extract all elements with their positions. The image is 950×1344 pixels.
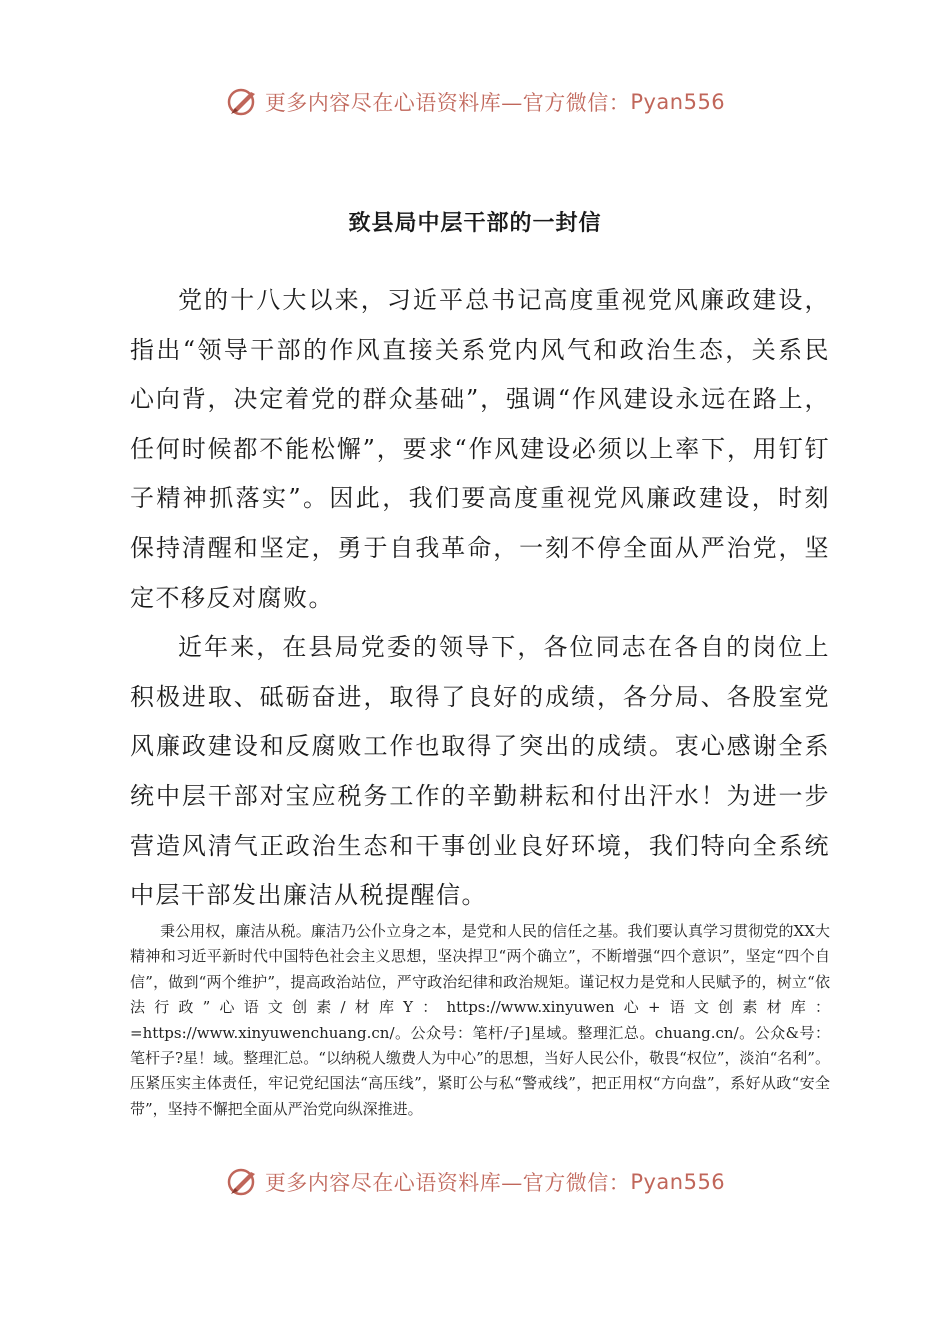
letter-body [130,276,830,921]
banner-wechat-id: Pyan556 [630,90,726,114]
small-text-block [130,919,830,1122]
pen-logo-icon [225,84,261,120]
page-title: 致县局中层干部的一封信 [348,210,602,236]
paragraph-2: 近年来，在县局党委的领导下，各位同志在各自的岗位上积极进取、砥砺奋进，取得了良好的成绩，各分局、各股室党风廉政建设和反腐败工作也取得了突出的成绩。衷心感谢全系统中层干部对宝应税务工作的辛勤耕耘和付出汗水！为进一步营造风清气正政治生态和干事创业良好环境，我们特向全系统中层干部发出廉洁从税提醒信。 [130,633,830,910]
paragraph-1: 党的十八大以来，习近平总书记高度重视党风廉政建设，指出“领导干部的作风直接关系党内风气和政治生态，关系民心向背，决定着党的群众基础”，强调“作风建设永远在路上，任何时候都不能松懈”，要求“作风建设必须以上率下，用钉钉子精神抓落实”。因此，我们要高度重视党风廉政建设，时刻保持清醒和坚定，勇于自我革命，一刻不停全面从严治党，坚定不移反对腐败。 [130,286,830,612]
pen-logo-icon [225,1164,261,1200]
header-banner [0,80,950,124]
banner-text: 更多内容尽在心语资料库—官方微信： [264,91,631,115]
banner-wechat-id: Pyan556 [630,1170,726,1194]
paragraph-3: 秉公用权，廉洁从税。廉洁乃公仆立身之本，是党和人民的信任之基。我们要认真学习贯彻党的XX大精神和习近平新时代中国特色社会主义思想，坚决捍卫“两个确立”，不断增强“四个意识”，坚定“四个自信”，做到“两个维护”，提高政治站位，严守政治纪律和政治规矩。谨记权力是党和人民赋予的，树立“依法行政”心语文创素/材库Y：https://www.xinyuwen心+语文创素材库：=https://www.xinyuwenchuang.cn/。公众号：笔杆/子]星域。整理汇总。chuang.cn/。公众&号：笔杆子?星！域。整理汇总。“以纳税人缴费人为中心”的思想，当好人民公仆，敬畏“权位”，淡泊“名利”。压紧压实主体责任，牢记党纪国法“高压线”，紧盯公与私“警戒线”，把正用权“方向盘”，系好从政“安全带”，坚持不懈把全面从严治党向纵深推进。 [130,922,830,1118]
banner-text: 更多内容尽在心语资料库—官方微信： [264,1171,631,1195]
footer-banner [0,1160,950,1204]
